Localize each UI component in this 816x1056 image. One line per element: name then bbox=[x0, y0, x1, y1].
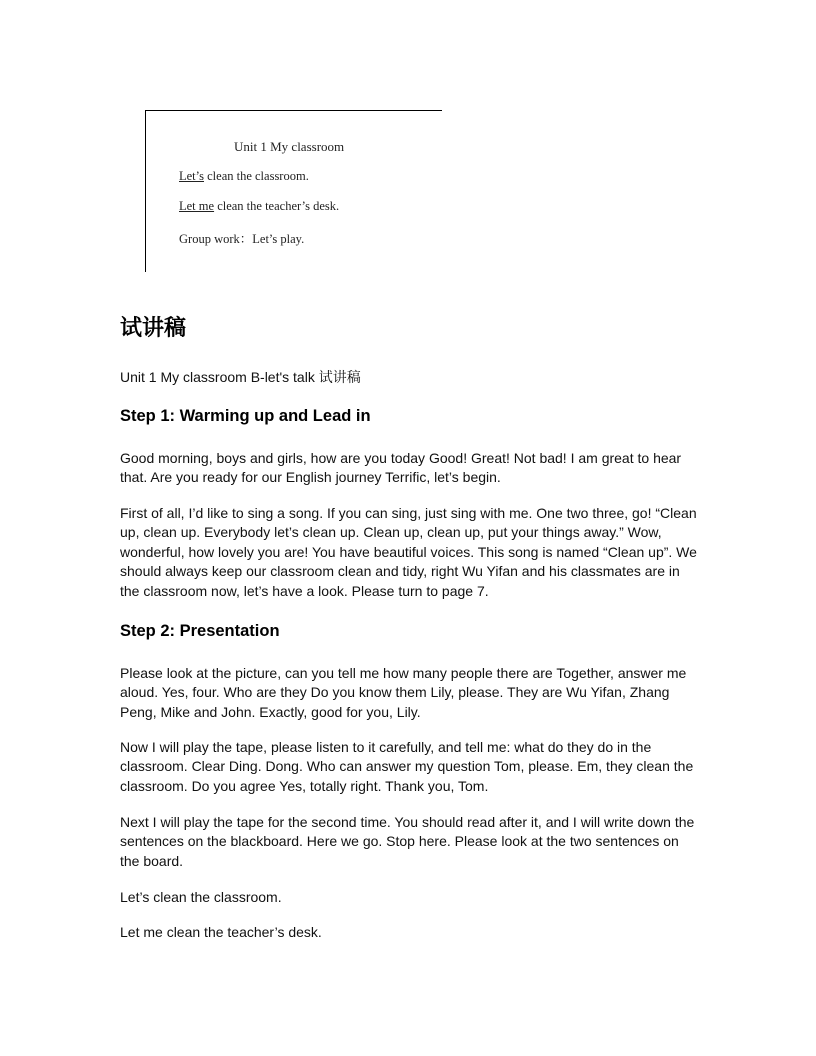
blackboard-design bbox=[145, 110, 442, 272]
sentence-2: Let me clean the teacher’s desk. bbox=[120, 924, 322, 940]
sentence-1: Let’s clean the classroom. bbox=[120, 889, 282, 905]
step-2-paragraph-2: Now I will play the tape, please listen to it carefully, and tell me: what do they do in the classroom. Clear Ding. Dong. Who can answer my question Tom, please. Em, they clean the classroom. Do you agree Yes, totally right. Thank you, Tom. bbox=[120, 739, 694, 794]
step-2-paragraph-3: Next I will play the tape for the second time. You should read after it, and I will write down the sentences on the blackboard. Here we go. Stop here. Please look at the two sentences on the board. bbox=[120, 814, 695, 869]
blackboard-line-1-underlined: Let’s bbox=[179, 169, 204, 183]
step-1-paragraph-1: Good morning, boys and girls, how are you today Good! Great! Not bad! I am great to hear that. Are you ready for our English journey Terrific, let’s begin. bbox=[120, 450, 682, 486]
step-2-heading: Step 2: Presentation bbox=[120, 622, 280, 640]
blackboard-line-2-underlined: Let me bbox=[179, 199, 215, 213]
document-title: 试讲稿 bbox=[120, 316, 187, 341]
blackboard-title: Unit 1 My classroom bbox=[234, 139, 345, 154]
blackboard-line-1-rest: clean the classroom. bbox=[204, 169, 309, 183]
blackboard-line-2 bbox=[179, 199, 339, 214]
step-1-paragraph-2: First of all, I’d like to sing a song. If you can sing, just sing with me. One two three, go! “Clean up, clean up. Everybody let’s clean up. Clean up, clean up, put your things away.” Wow, wonderful, how lovely you are! You have beautiful voices. This song is named “Clean up”. We should always keep our classroom clean and tidy, right Wu Yifan and his classmates are in the classroom now, let’s have a look. Please turn to page 7. bbox=[120, 505, 697, 599]
blackboard-line-3: Group work：Let’s play. bbox=[179, 232, 305, 246]
blackboard-line-2-rest: clean the teacher’s desk. bbox=[214, 199, 340, 213]
document-subtitle: Unit 1 My classroom B-let's talk 试讲稿 bbox=[120, 369, 361, 385]
blackboard-line-1 bbox=[179, 169, 309, 184]
step-1-heading: Step 1: Warming up and Lead in bbox=[120, 407, 371, 425]
step-2-paragraph-1: Please look at the picture, can you tell me how many people there are Together, answer me aloud. Yes, four. Who are they Do you know them Lily, please. They are Wu Yifan, Zhang Peng, Mike and John. Exactly, good for you, Lily. bbox=[120, 665, 687, 720]
